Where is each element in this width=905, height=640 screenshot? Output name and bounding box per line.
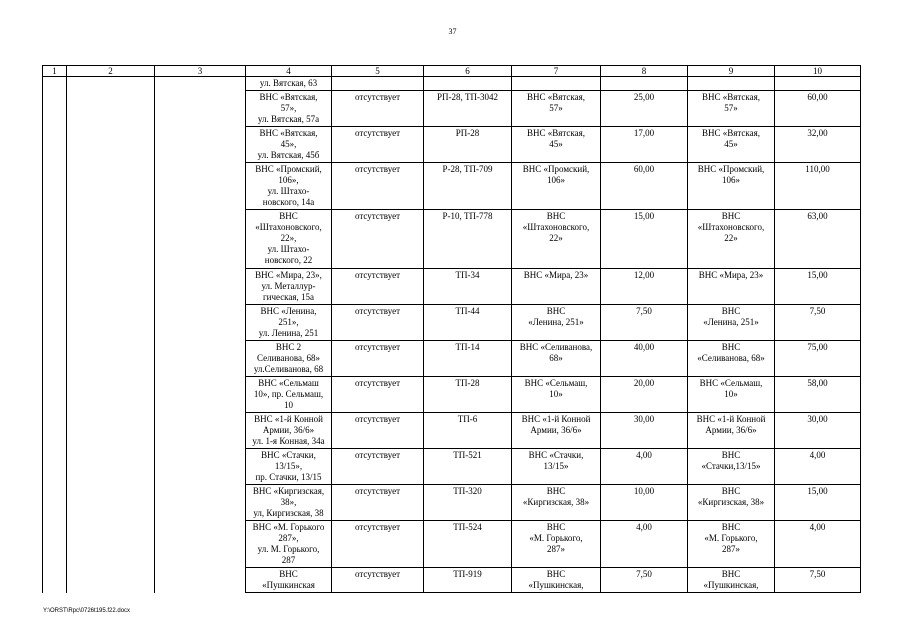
table-cell-c10: [775, 163, 861, 210]
table-cell-c10: [775, 269, 861, 305]
table-cell-c6: [424, 127, 512, 163]
empty-cell-col2: [67, 305, 155, 341]
table-cell-c4: [246, 341, 332, 377]
cell-text: ул. Вятская, 63: [259, 78, 318, 88]
cell-text: ВНС «Сельмаш 10», пр. Сельмаш, 10: [253, 378, 324, 410]
cell-text: ВНС «М. Горького 287», ул. М. Горького, 287: [252, 522, 325, 565]
table-cell-c7: [512, 449, 601, 485]
table-cell-c5: [332, 305, 424, 341]
table-cell-c8: [601, 77, 688, 91]
table-cell-c7: [512, 568, 601, 593]
cell-text: ВНС «Штахоновского, 22», ул. Штахо- новского, 22: [255, 211, 322, 265]
table-cell-c9: [688, 413, 775, 449]
empty-cell-col3: [155, 485, 246, 521]
table-cell-c8: [601, 521, 688, 568]
cell-text: 7,50: [809, 569, 826, 579]
cell-text: 4,00: [636, 522, 652, 532]
column-number: 6: [424, 66, 512, 77]
table-cell-c5: [332, 269, 424, 305]
cell-text: 4,00: [636, 450, 652, 460]
cell-text: РП-28: [455, 128, 480, 138]
table-cell-c4: [246, 77, 332, 91]
table-cell-c6: [424, 91, 512, 127]
table-cell-c4: [246, 568, 332, 593]
cell-text: Р-10, ТП-778: [442, 211, 493, 221]
cell-text: отсутствует: [354, 414, 401, 424]
cell-text: ВНС «Стачки, 13/15», пр. Стачки, 13/15: [255, 450, 322, 482]
empty-cell-col1: [43, 341, 67, 377]
table-row: [43, 521, 861, 568]
table-cell-c9: [688, 210, 775, 269]
table-cell-c6: [424, 77, 512, 91]
table-row: [43, 413, 861, 449]
cell-text: ВНС «М. Горького, 287»: [704, 522, 758, 554]
table-row: [43, 127, 861, 163]
table-cell-c6: [424, 568, 512, 593]
table-cell-c6: [424, 269, 512, 305]
table-row: [43, 568, 861, 593]
table-cell-c7: [512, 305, 601, 341]
table-cell-c8: [601, 568, 688, 593]
table-cell-c5: [332, 521, 424, 568]
table-row: [43, 77, 861, 91]
table-row: [43, 485, 861, 521]
cell-text: отсутствует: [354, 92, 401, 102]
cell-text: отсутствует: [354, 522, 401, 532]
cell-text: 4,00: [809, 522, 826, 532]
cell-text: отсутствует: [354, 270, 401, 280]
table-cell-c5: [332, 568, 424, 593]
table-cell-c7: [512, 77, 601, 91]
table-cell-c9: [688, 305, 775, 341]
table-cell-c8: [601, 485, 688, 521]
cell-text: ВНС «Мира, 23», ул. Металлур- гическая, 15а: [255, 270, 322, 302]
cell-text: 15,00: [807, 486, 828, 496]
table-cell-c8: [601, 163, 688, 210]
empty-cell-col1: [43, 568, 67, 593]
table-cell-c7: [512, 485, 601, 521]
empty-cell-col1: [43, 377, 67, 413]
empty-cell-col3: [155, 269, 246, 305]
cell-text: 110,00: [805, 164, 830, 174]
cell-text: ВНС «М. Горького, 287»: [529, 522, 583, 554]
table-cell-c5: [332, 449, 424, 485]
cell-text: ВНС «Промский, 106»: [697, 164, 765, 185]
table-row: [43, 269, 861, 305]
table-cell-c4: [246, 91, 332, 127]
table-cell-c10: [775, 305, 861, 341]
empty-cell-col3: [155, 163, 246, 210]
cell-text: ВНС «Штахоновского, 22»: [697, 211, 765, 243]
table-row: [43, 449, 861, 485]
empty-cell-col1: [43, 305, 67, 341]
table-row: [43, 210, 861, 269]
table-row: [43, 377, 861, 413]
cell-text: 17,00: [633, 128, 655, 138]
table-cell-c4: [246, 521, 332, 568]
cell-text: 63,00: [807, 211, 828, 221]
table-cell-c9: [688, 127, 775, 163]
table-cell-c6: [424, 163, 512, 210]
table-cell-c10: [775, 91, 861, 127]
column-number: 10: [775, 66, 861, 77]
column-number: 2: [67, 66, 155, 77]
empty-cell-col3: [155, 521, 246, 568]
cell-text: ВНС «1-й Конной Армии, 36/6»: [696, 414, 766, 435]
table-cell-c8: [601, 127, 688, 163]
empty-cell-col2: [67, 269, 155, 305]
cell-text: ВНС «Стачки, 13/15»: [528, 450, 584, 471]
cell-text: ВНС «1-й Конной Армии, 36/6» ул. 1-я Конная, 34а: [252, 414, 325, 446]
table-cell-c9: [688, 77, 775, 91]
table-cell-c8: [601, 413, 688, 449]
cell-text: 25,00: [633, 92, 655, 102]
empty-cell-col1: [43, 269, 67, 305]
column-number: 3: [155, 66, 246, 77]
table-cell-c4: [246, 449, 332, 485]
cell-text: ТП-521: [453, 450, 482, 460]
table-cell-c7: [512, 163, 601, 210]
empty-cell-col1: [43, 521, 67, 568]
table-cell-c10: [775, 568, 861, 593]
empty-cell-col3: [155, 77, 246, 91]
table-cell-c10: [775, 377, 861, 413]
table-cell-c4: [246, 163, 332, 210]
empty-cell-col2: [67, 377, 155, 413]
cell-text: Р-28, ТП-709: [442, 164, 493, 174]
empty-cell-col1: [43, 449, 67, 485]
cell-text: ВНС «Стачки,13/15»: [701, 450, 761, 471]
table-cell-c10: [775, 485, 861, 521]
table-row: [43, 341, 861, 377]
table-cell-c9: [688, 485, 775, 521]
cell-text: 60,00: [633, 164, 655, 174]
empty-cell-col3: [155, 413, 246, 449]
table-cell-c10: [775, 77, 861, 91]
table-cell-c8: [601, 210, 688, 269]
cell-text: ТП-44: [455, 306, 480, 316]
empty-cell-col3: [155, 210, 246, 269]
empty-cell-col3: [155, 377, 246, 413]
table-cell-c5: [332, 485, 424, 521]
cell-text: ВНС «1-й Конной Армии, 36/6»: [521, 414, 591, 435]
table-cell-c7: [512, 521, 601, 568]
cell-text: ТП-919: [453, 569, 482, 579]
empty-cell-col2: [67, 77, 155, 91]
table-cell-c5: [332, 377, 424, 413]
column-number: 8: [601, 66, 688, 77]
table-cell-c9: [688, 341, 775, 377]
empty-cell-col2: [67, 341, 155, 377]
cell-text: 7,50: [809, 306, 826, 316]
page-number: 37: [448, 27, 457, 36]
cell-text: отсутствует: [354, 486, 401, 496]
cell-text: 7,50: [636, 306, 652, 316]
cell-text: 58,00: [807, 378, 828, 388]
table-cell-c9: [688, 163, 775, 210]
cell-text: ВНС «Мира, 23»: [698, 270, 764, 280]
cell-text: 60,00: [807, 92, 828, 102]
cell-text: ВНС «Пушкинская: [262, 569, 315, 590]
cell-text: 12,00: [633, 270, 655, 280]
column-number: 5: [332, 66, 424, 77]
table-cell-c4: [246, 377, 332, 413]
empty-cell-col2: [67, 91, 155, 127]
table-cell-c8: [601, 305, 688, 341]
cell-text: 4,00: [809, 450, 826, 460]
cell-text: 30,00: [807, 414, 828, 424]
table-cell-c5: [332, 413, 424, 449]
table-cell-c7: [512, 127, 601, 163]
table-cell-c7: [512, 341, 601, 377]
empty-cell-col2: [67, 521, 155, 568]
column-number: 4: [246, 66, 332, 77]
cell-text: ВНС «Селиванова, 68»: [697, 342, 765, 363]
table-cell-c10: [775, 521, 861, 568]
cell-text: 40,00: [633, 342, 655, 352]
footer-file-path: Y:\ORST\Rpc\0726t195.f22.docx: [43, 608, 131, 614]
empty-cell-col2: [67, 210, 155, 269]
cell-text: ВНС «Сельмаш, 10»: [699, 378, 763, 399]
table-cell-c7: [512, 91, 601, 127]
table-cell-c9: [688, 269, 775, 305]
table-cell-c4: [246, 413, 332, 449]
cell-text: ТП-320: [453, 486, 482, 496]
cell-text: ВНС «Промский, 106»: [522, 164, 590, 185]
cell-text: 15,00: [807, 270, 828, 280]
table-cell-c5: [332, 210, 424, 269]
table-cell-c6: [424, 210, 512, 269]
cell-text: ВНС «Сельмаш, 10»: [524, 378, 588, 399]
table-cell-c7: [512, 269, 601, 305]
table-cell-c6: [424, 377, 512, 413]
table-cell-c5: [332, 127, 424, 163]
table-cell-c10: [775, 127, 861, 163]
table-cell-c8: [601, 377, 688, 413]
cell-text: ВНС «Штахоновского, 22»: [522, 211, 590, 243]
table-cell-c8: [601, 269, 688, 305]
cell-text: 15,00: [633, 211, 655, 221]
empty-cell-col1: [43, 163, 67, 210]
empty-cell-col2: [67, 163, 155, 210]
cell-text: ВНС «Вятская, 45», ул. Вятская, 45б: [257, 128, 320, 160]
table-cell-c6: [424, 485, 512, 521]
table-cell-c6: [424, 521, 512, 568]
cell-text: ВНС «Ленина, 251»: [528, 306, 584, 327]
cell-text: ТП-524: [453, 522, 482, 532]
table-cell-c4: [246, 305, 332, 341]
cell-text: ВНС «Вятская, 57»: [701, 92, 761, 113]
empty-cell-col2: [67, 127, 155, 163]
cell-text: ВНС «Ленина, 251», ул. Ленина, 251: [258, 306, 319, 338]
cell-text: отсутствует: [354, 450, 401, 460]
table-cell-c10: [775, 413, 861, 449]
empty-cell-col3: [155, 127, 246, 163]
cell-text: отсутствует: [354, 164, 401, 174]
empty-cell-col1: [43, 77, 67, 91]
empty-cell-col3: [155, 449, 246, 485]
table-cell-c9: [688, 521, 775, 568]
table-cell-c8: [601, 341, 688, 377]
table-cell-c10: [775, 210, 861, 269]
table-cell-c8: [601, 91, 688, 127]
cell-text: ВНС «Киргизская, 38», ул, Киргизская, 38: [252, 486, 325, 518]
table-row: [43, 305, 861, 341]
column-number: 9: [688, 66, 775, 77]
table-cell-c6: [424, 413, 512, 449]
table-cell-c9: [688, 377, 775, 413]
table-cell-c5: [332, 91, 424, 127]
table-cell-c7: [512, 413, 601, 449]
cell-text: ВНС «Киргизская, 38»: [697, 486, 765, 507]
cell-text: ВНС «Ленина, 251»: [703, 306, 759, 327]
table-cell-c7: [512, 210, 601, 269]
cell-text: ВНС «Мира, 23»: [523, 270, 589, 280]
empty-cell-col3: [155, 341, 246, 377]
table-cell-c4: [246, 127, 332, 163]
empty-cell-col3: [155, 91, 246, 127]
table-cell-c8: [601, 449, 688, 485]
empty-cell-col3: [155, 568, 246, 593]
table-cell-c10: [775, 449, 861, 485]
table-cell-c6: [424, 449, 512, 485]
empty-cell-col1: [43, 127, 67, 163]
empty-cell-col2: [67, 485, 155, 521]
cell-text: ТП-34: [455, 270, 480, 280]
table-cell-c10: [775, 341, 861, 377]
table-cell-c5: [332, 77, 424, 91]
cell-text: ВНС «Вятская, 57», ул. Вятская, 57а: [257, 92, 320, 124]
table-row: [43, 91, 861, 127]
empty-cell-col2: [67, 449, 155, 485]
table-cell-c9: [688, 568, 775, 593]
empty-cell-col2: [67, 568, 155, 593]
empty-cell-col2: [67, 413, 155, 449]
table-row: [43, 163, 861, 210]
column-number-row: [43, 66, 861, 77]
cell-text: ВНС «Пушкинская,: [528, 569, 584, 590]
cell-text: 7,50: [636, 569, 652, 579]
cell-text: отсутствует: [354, 306, 401, 316]
table-cell-c6: [424, 305, 512, 341]
column-number: 7: [512, 66, 601, 77]
cell-text: отсутствует: [354, 342, 401, 352]
cell-text: ТП-14: [455, 342, 480, 352]
cell-text: ВНС «Вятская, 45»: [526, 128, 586, 149]
cell-text: РП-28, ТП-3042: [437, 92, 498, 102]
data-table: [42, 65, 861, 593]
cell-text: ТП-28: [455, 378, 480, 388]
table-cell-c5: [332, 341, 424, 377]
cell-text: ВНС «Пушкинская,: [703, 569, 759, 590]
cell-text: отсутствует: [354, 569, 401, 579]
cell-text: ВНС «Киргизская, 38»: [522, 486, 590, 507]
cell-text: отсутствует: [354, 378, 401, 388]
table-cell-c4: [246, 485, 332, 521]
table-cell-c9: [688, 91, 775, 127]
table-cell-c9: [688, 449, 775, 485]
empty-cell-col3: [155, 305, 246, 341]
cell-text: ВНС «Селиванова, 68»: [519, 342, 593, 363]
table-cell-c4: [246, 210, 332, 269]
cell-text: 30,00: [633, 414, 655, 424]
cell-text: отсутствует: [354, 128, 401, 138]
table-cell-c6: [424, 341, 512, 377]
cell-text: отсутствует: [354, 211, 401, 221]
empty-cell-col1: [43, 91, 67, 127]
cell-text: ВНС «Вятская, 57»: [526, 92, 586, 113]
cell-text: ВНС «Промский, 106», ул. Штахо- новского, 14а: [255, 164, 322, 207]
cell-text: 75,00: [807, 342, 828, 352]
cell-text: ВНС 2 Селиванова, 68» ул.Селиванова, 68: [253, 342, 324, 374]
cell-text: 32,00: [807, 128, 828, 138]
cell-text: ВНС «Вятская, 45»: [701, 128, 761, 149]
cell-text: 10,00: [633, 486, 655, 496]
table-cell-c4: [246, 269, 332, 305]
table-cell-c7: [512, 377, 601, 413]
cell-text: 20,00: [633, 378, 655, 388]
empty-cell-col1: [43, 413, 67, 449]
table-cell-c5: [332, 163, 424, 210]
empty-cell-col1: [43, 485, 67, 521]
column-number: 1: [43, 66, 67, 77]
empty-cell-col1: [43, 210, 67, 269]
cell-text: ТП-6: [457, 414, 478, 424]
